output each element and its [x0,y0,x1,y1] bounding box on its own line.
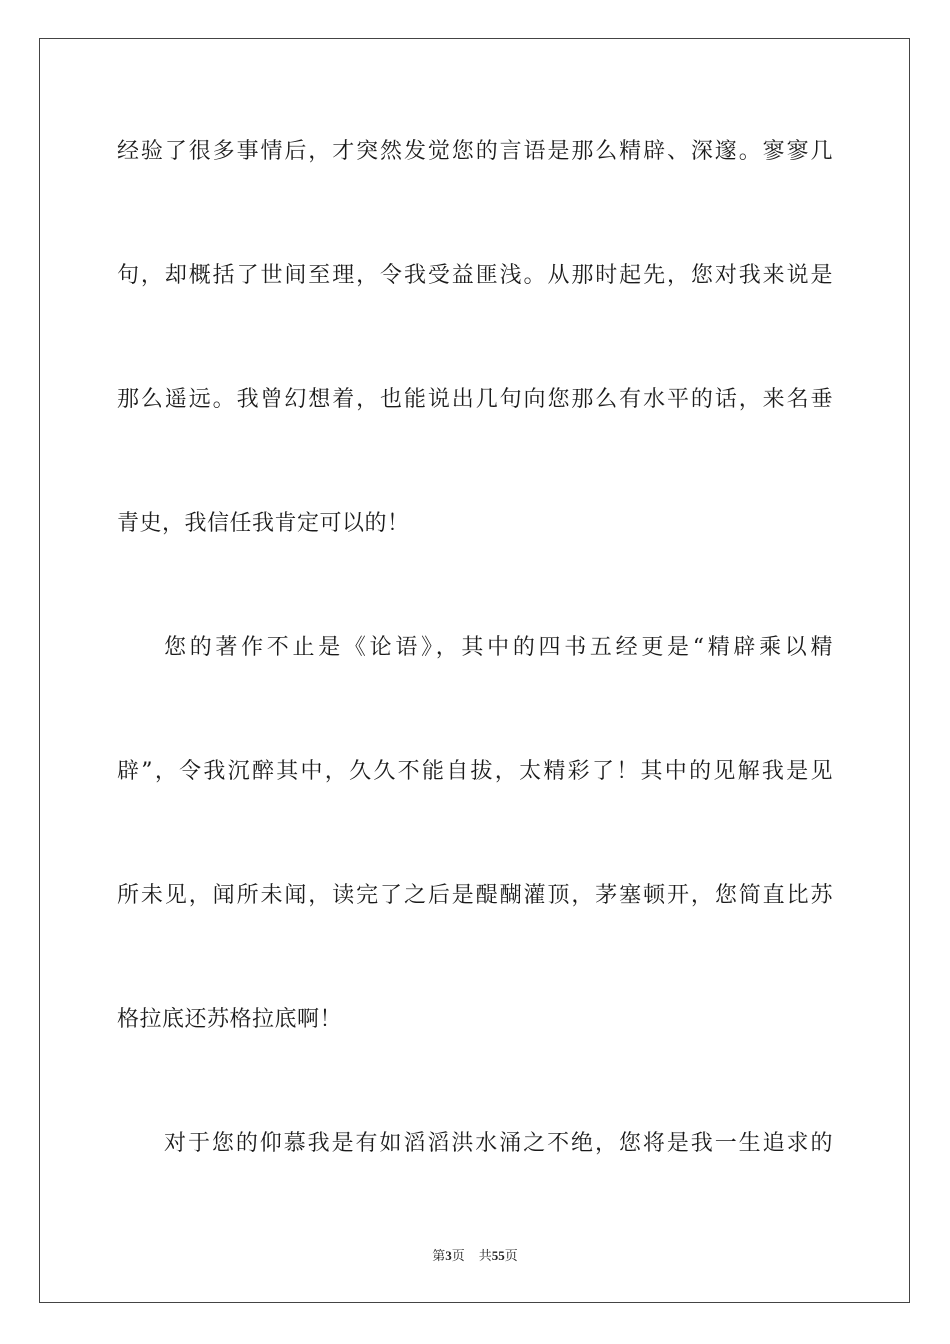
total-pages: 55 [491,1248,505,1263]
total-suffix: 页 [504,1249,518,1264]
text-line-5: 您的著作不止是《论语》，其中的四书五经更是“精辟乘以精 [164,635,833,660]
text-line-1: 经验了很多事情后，才突然发觉您的言语是那么精辟、深邃。寥寥几 [117,139,833,164]
page-prefix: 第 [432,1249,446,1264]
page-number: 3 [445,1248,452,1263]
text-line-6: 辟”，令我沉醉其中，久久不能自拔，太精彩了！其中的见解我是见 [117,759,833,784]
text-line-3: 那么遥远。我曾幻想着，也能说出几句向您那么有水平的话，来名垂 [117,387,833,412]
page-footer [0,1247,950,1266]
text-line-9: 对于您的仰慕我是有如滔滔洪水涌之不绝，您将是我一生追求的 [164,1131,833,1156]
text-line-7: 所未见，闻所未闻，读完了之后是醍醐灌顶，茅塞顿开，您简直比苏 [117,883,833,908]
text-line-8: 格拉底还苏格拉底啊！ [117,1007,343,1032]
page-suffix: 页 [451,1249,465,1264]
text-line-4: 青史，我信任我肯定可以的！ [117,511,410,536]
page-border [39,38,910,1303]
total-prefix: 共 [478,1249,492,1264]
text-line-2: 句，却概括了世间至理，令我受益匪浅。从那时起先，您对我来说是 [117,263,833,288]
